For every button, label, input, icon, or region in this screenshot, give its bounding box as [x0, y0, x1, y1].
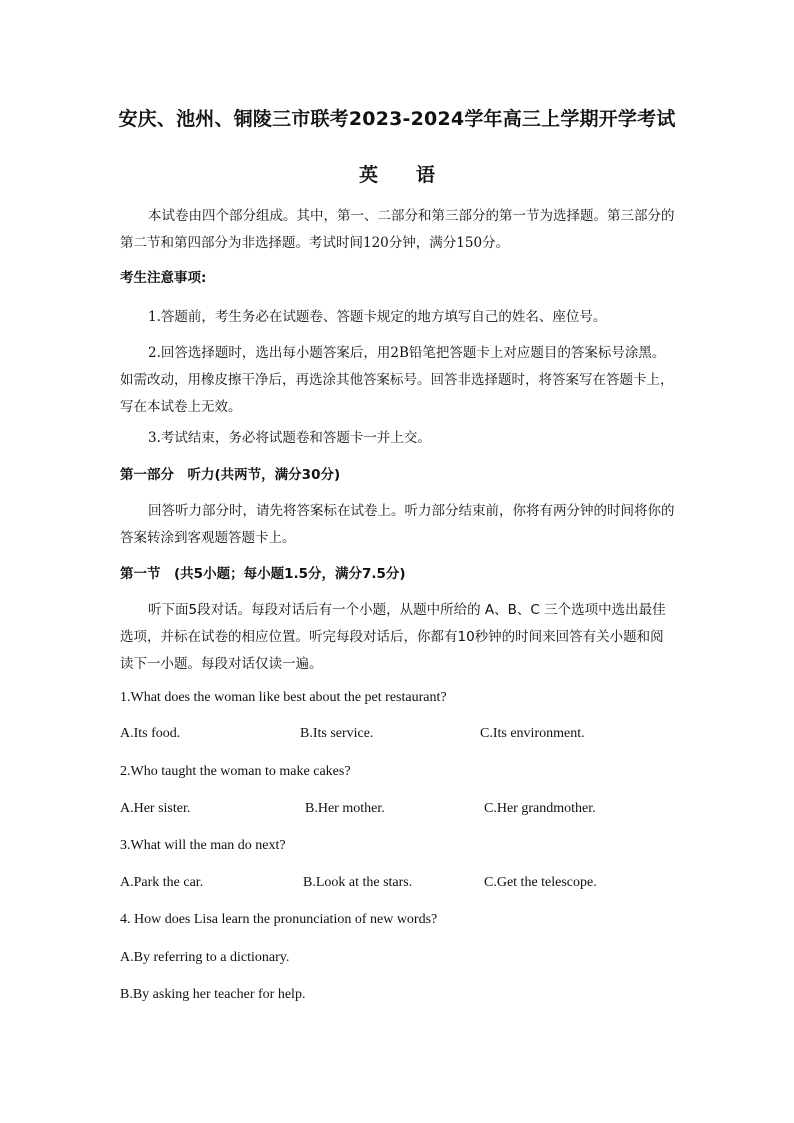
notice-item: 1.答题前，考生务必在试题卷、答题卡规定的地方填写自己的姓名、座位号。 [148, 309, 607, 325]
option-c: C.Her grandmother. [484, 801, 596, 816]
exam-title: 安庆、池州、铜陵三市联考2023-2024学年高三上学期开学考试 [118, 108, 676, 130]
intro-paragraph: 本试卷由四个部分组成。其中，第一、二部分和第三部分的第一节为选择题。第三部分的第二节和第四部分为非选择题。考试时间120分钟，满分150分。 [120, 208, 675, 251]
option-c: C.Get the telescope. [484, 875, 597, 890]
option-c: C.Its environment. [480, 726, 585, 741]
option-b: B.Its service. [300, 726, 374, 741]
notice-heading: 考生注意事项: [120, 270, 207, 286]
section1-heading: 第一节 (共5小题；每小题1.5分，满分7.5分) [120, 566, 406, 582]
option-a: A.Its food. [120, 726, 181, 741]
part1-instruction: 回答听力部分时，请先将答案标在试卷上。听力部分结束前，你将有两分钟的时间将你的答案转涂到客观题答题卡上。 [120, 503, 675, 546]
subject-title: 英语 [358, 164, 473, 186]
section1-instruction: 听下面5段对话。每段对话后有一个小题，从题中所给的 A、B、C 三个选项中选出最佳选项，并标在试卷的相应位置。听完每段对话后，你都有10秒钟的时间来回答有关小题和阅读下一小题。每段对话仅读一遍。 [120, 602, 666, 672]
part1-heading: 第一部分 听力(共两节，满分30分) [120, 467, 341, 483]
option-b: B.Look at the stars. [303, 875, 413, 890]
question-stem: 2.Who taught the woman to make cakes? [120, 764, 351, 779]
question-stem: 3.What will the man do next? [120, 838, 286, 853]
question-stem: 1.What does the woman like best about the pet restaurant? [120, 690, 447, 705]
option-a: A.Her sister. [120, 801, 191, 816]
option-b: B.By asking her teacher for help. [120, 987, 306, 1002]
notice-item: 2.回答选择题时，选出每小题答案后，用2B铅笔把答题卡上对应题目的答案标号涂黑。如需改动，用橡皮擦干净后，再选涂其他答案标号。回答非选择题时，将答案写在答题卡上，写在本试卷上无效。 [120, 345, 674, 415]
option-b: B.Her mother. [305, 801, 385, 816]
question-stem: 4. How does Lisa learn the pronunciation of new words? [120, 912, 438, 927]
option-a: A.Park the car. [120, 875, 204, 890]
option-a: A.By referring to a dictionary. [120, 950, 290, 965]
notice-item: 3.考试结束，务必将试题卷和答题卡一并上交。 [148, 430, 431, 446]
